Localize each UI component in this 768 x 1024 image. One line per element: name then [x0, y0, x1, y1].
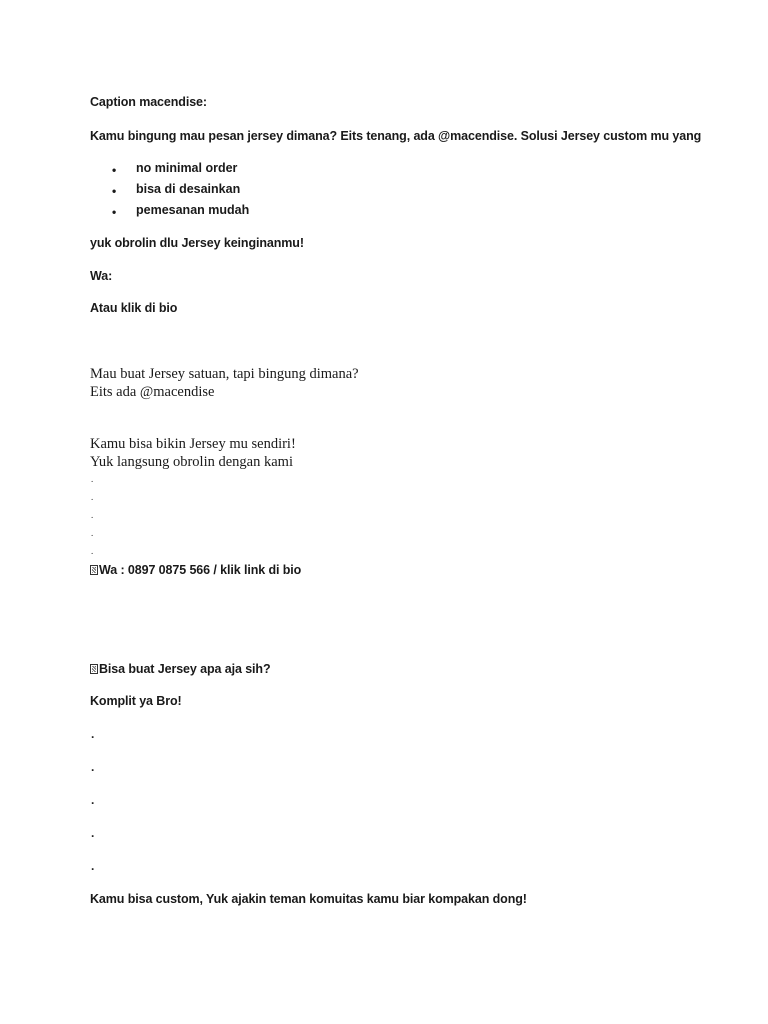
separator-dot: .	[91, 474, 94, 484]
bullet-icon: •	[112, 184, 117, 198]
bullet-icon: •	[112, 205, 117, 219]
separator-dot: .	[91, 510, 94, 520]
separator-dot: .	[91, 546, 94, 556]
bio-link-text: Atau klik di bio	[90, 301, 178, 315]
separator-dot: .	[91, 793, 95, 807]
separator-dot: .	[91, 859, 95, 873]
intro-paragraph: Kamu bingung mau pesan jersey dimana? Eits tenang, ada @macendise. Solusi Jersey custom mu yang	[90, 129, 702, 143]
answer-text: Komplit ya Bro!	[90, 694, 182, 708]
whatsapp-label: Wa:	[90, 269, 113, 283]
contact-line	[90, 562, 301, 578]
bullet-label: bisa di desainkan	[136, 182, 241, 196]
separator-dot: .	[91, 528, 94, 538]
contact-text: Wa : 0897 0875 566 / klik link di bio	[99, 563, 302, 577]
separator-dot: .	[91, 492, 94, 502]
separator-dot: .	[91, 826, 95, 840]
serif-line-4: Yuk langsung obrolin dengan kami	[90, 454, 293, 470]
separator-dot: .	[91, 727, 95, 741]
missing-glyph-icon	[90, 565, 98, 575]
serif-line-3: Kamu bisa bikin Jersey mu sendiri!	[90, 436, 296, 452]
serif-line-1: Mau buat Jersey satuan, tapi bingung dimana?	[90, 366, 359, 382]
missing-glyph-icon	[90, 664, 98, 674]
question-line	[90, 661, 271, 677]
bullet-label: pemesanan mudah	[136, 203, 250, 217]
caption-heading: Caption macendise:	[90, 95, 207, 109]
question-text: Bisa buat Jersey apa aja sih?	[99, 662, 271, 676]
serif-line-2: Eits ada @macendise	[90, 384, 215, 400]
bullet-icon: •	[112, 163, 117, 177]
call-to-action-text: yuk obrolin dlu Jersey keinginanmu!	[90, 236, 304, 250]
separator-dot: .	[91, 760, 95, 774]
closing-text: Kamu bisa custom, Yuk ajakin teman komuitas kamu biar kompakan dong!	[90, 892, 527, 906]
bullet-label: no minimal order	[136, 161, 238, 175]
